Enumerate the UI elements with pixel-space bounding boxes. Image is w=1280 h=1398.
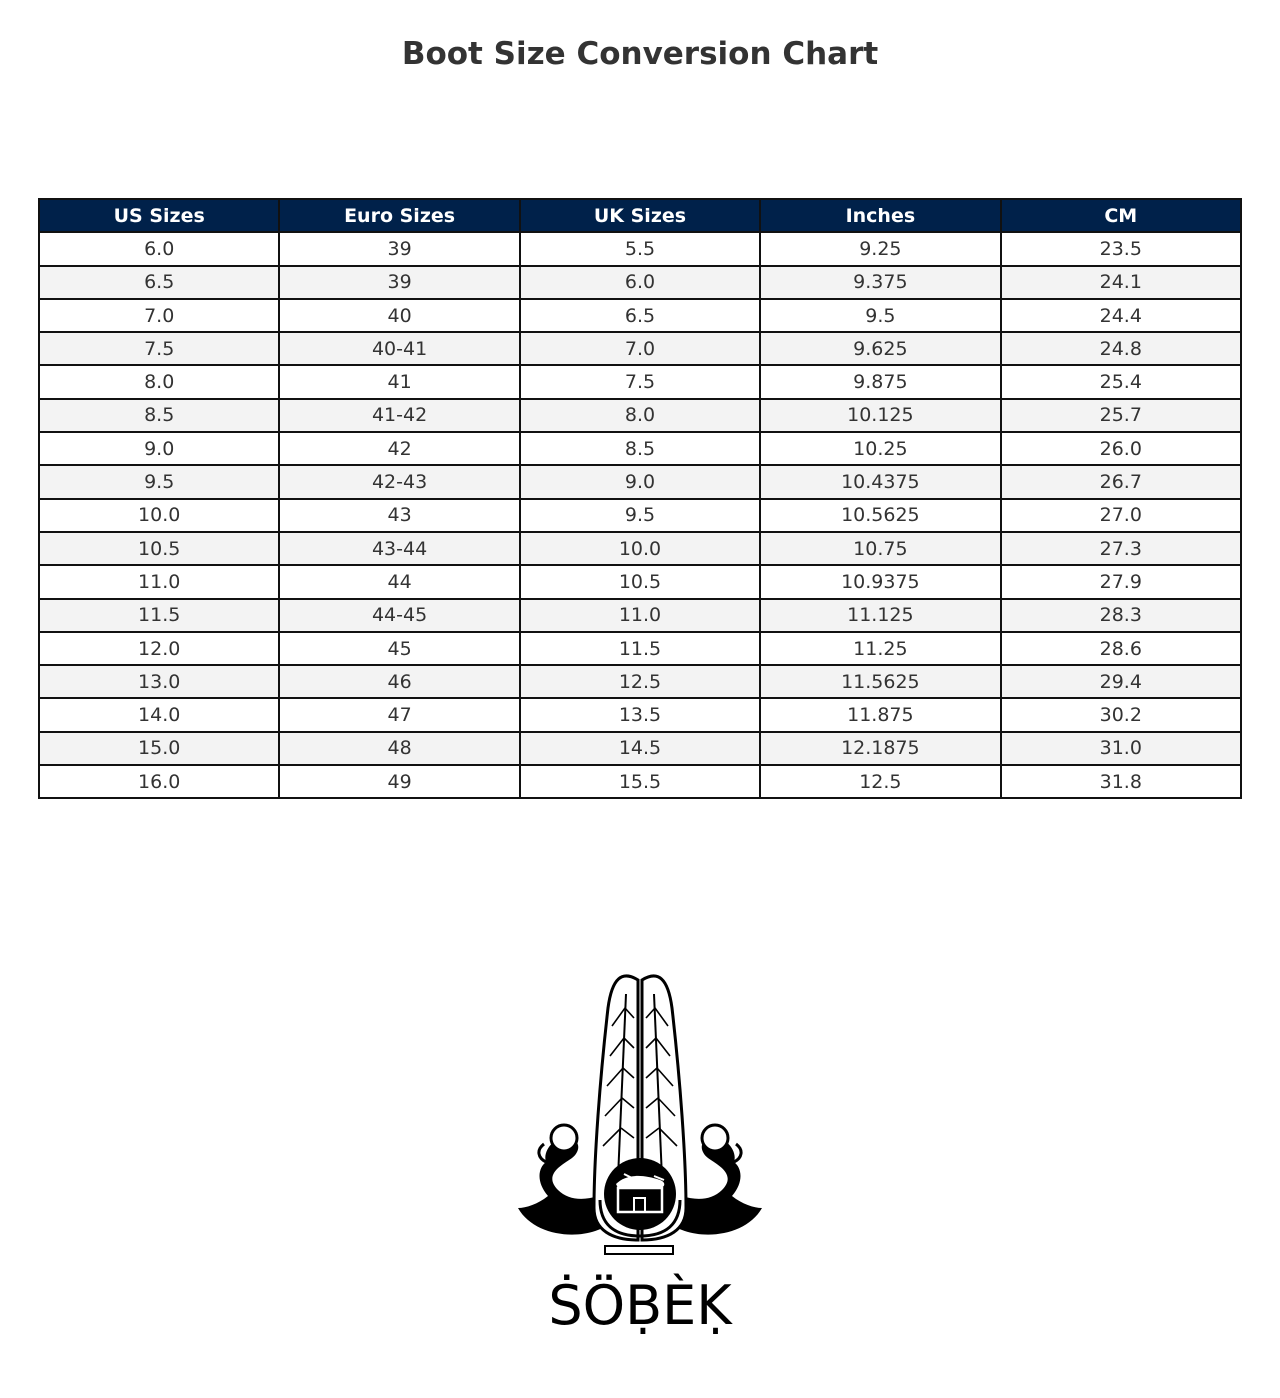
uk-size-cell: 13.5 (520, 698, 760, 731)
inches-cell: 11.25 (760, 632, 1000, 665)
table-row (39, 665, 1241, 698)
header-cm: CM (1001, 199, 1241, 232)
euro-size-cell: 42 (279, 432, 519, 465)
inches-cell: 9.25 (760, 232, 1000, 265)
table-row (39, 732, 1241, 765)
us-size-cell: 11.0 (39, 565, 279, 598)
inches-cell: 9.875 (760, 365, 1000, 398)
inches-cell: 10.9375 (760, 565, 1000, 598)
size-conversion-table (38, 198, 1242, 799)
inches-cell: 10.75 (760, 532, 1000, 565)
table-body (39, 232, 1241, 798)
euro-size-cell: 40-41 (279, 332, 519, 365)
us-size-cell: 10.5 (39, 532, 279, 565)
uk-size-cell: 14.5 (520, 732, 760, 765)
table-row (39, 299, 1241, 332)
euro-size-cell: 43-44 (279, 532, 519, 565)
cm-cell: 25.4 (1001, 365, 1241, 398)
table-row (39, 698, 1241, 731)
inches-cell: 10.125 (760, 399, 1000, 432)
us-size-cell: 13.0 (39, 665, 279, 698)
uk-size-cell: 8.0 (520, 399, 760, 432)
table-row (39, 365, 1241, 398)
table-row (39, 565, 1241, 598)
euro-size-cell: 48 (279, 732, 519, 765)
uk-size-cell: 11.0 (520, 599, 760, 632)
table-row (39, 599, 1241, 632)
us-size-cell: 11.5 (39, 599, 279, 632)
cm-cell: 28.3 (1001, 599, 1241, 632)
table-row (39, 632, 1241, 665)
inches-cell: 12.1875 (760, 732, 1000, 765)
header-inches: Inches (760, 199, 1000, 232)
inches-cell: 10.5625 (760, 499, 1000, 532)
uk-size-cell: 10.0 (520, 532, 760, 565)
inches-cell: 11.125 (760, 599, 1000, 632)
us-size-cell: 6.0 (39, 232, 279, 265)
euro-size-cell: 46 (279, 665, 519, 698)
us-size-cell: 12.0 (39, 632, 279, 665)
cm-cell: 31.0 (1001, 732, 1241, 765)
table-row (39, 432, 1241, 465)
euro-size-cell: 44 (279, 565, 519, 598)
inches-cell: 12.5 (760, 765, 1000, 798)
table-row (39, 232, 1241, 265)
header-uk-sizes: UK Sizes (520, 199, 760, 232)
cm-cell: 23.5 (1001, 232, 1241, 265)
euro-size-cell: 44-45 (279, 599, 519, 632)
euro-size-cell: 42-43 (279, 465, 519, 498)
inches-cell: 10.4375 (760, 465, 1000, 498)
inches-cell: 10.25 (760, 432, 1000, 465)
uk-size-cell: 10.5 (520, 565, 760, 598)
cm-cell: 30.2 (1001, 698, 1241, 731)
inches-cell: 9.625 (760, 332, 1000, 365)
us-size-cell: 8.0 (39, 365, 279, 398)
uk-size-cell: 8.5 (520, 432, 760, 465)
inches-cell: 9.375 (760, 266, 1000, 299)
table-row (39, 765, 1241, 798)
uk-size-cell: 9.0 (520, 465, 760, 498)
us-size-cell: 9.0 (39, 432, 279, 465)
cm-cell: 25.7 (1001, 399, 1241, 432)
us-size-cell: 8.5 (39, 399, 279, 432)
page-title: Boot Size Conversion Chart (401, 36, 879, 72)
table-row (39, 399, 1241, 432)
cm-cell: 29.4 (1001, 665, 1241, 698)
cm-cell: 26.7 (1001, 465, 1241, 498)
euro-size-cell: 43 (279, 499, 519, 532)
euro-size-cell: 41-42 (279, 399, 519, 432)
euro-size-cell: 39 (279, 232, 519, 265)
us-size-cell: 7.5 (39, 332, 279, 365)
table-row (39, 332, 1241, 365)
us-size-cell: 16.0 (39, 765, 279, 798)
table-row (39, 266, 1241, 299)
euro-size-cell: 39 (279, 266, 519, 299)
cm-cell: 31.8 (1001, 765, 1241, 798)
inches-cell: 11.875 (760, 698, 1000, 731)
uk-size-cell: 7.0 (520, 332, 760, 365)
sobek-logo (508, 968, 772, 1268)
euro-size-cell: 45 (279, 632, 519, 665)
table-row (39, 499, 1241, 532)
uk-size-cell: 12.5 (520, 665, 760, 698)
uk-size-cell: 11.5 (520, 632, 760, 665)
cm-cell: 24.8 (1001, 332, 1241, 365)
cm-cell: 27.9 (1001, 565, 1241, 598)
inches-cell: 9.5 (760, 299, 1000, 332)
us-size-cell: 14.0 (39, 698, 279, 731)
uk-size-cell: 6.5 (520, 299, 760, 332)
table-row (39, 532, 1241, 565)
header-euro-sizes: Euro Sizes (279, 199, 519, 232)
inches-cell: 11.5625 (760, 665, 1000, 698)
brand-name: ṠÖḄÈḲ (548, 1274, 732, 1337)
us-size-cell: 9.5 (39, 465, 279, 498)
table-header-row (39, 199, 1241, 232)
cm-cell: 24.1 (1001, 266, 1241, 299)
us-size-cell: 15.0 (39, 732, 279, 765)
us-size-cell: 10.0 (39, 499, 279, 532)
sobek-wordmark (508, 1268, 772, 1342)
euro-size-cell: 41 (279, 365, 519, 398)
uk-size-cell: 9.5 (520, 499, 760, 532)
uk-size-cell: 5.5 (520, 232, 760, 265)
us-size-cell: 7.0 (39, 299, 279, 332)
table-row (39, 465, 1241, 498)
cm-cell: 26.0 (1001, 432, 1241, 465)
header-us-sizes: US Sizes (39, 199, 279, 232)
cm-cell: 28.6 (1001, 632, 1241, 665)
uk-size-cell: 7.5 (520, 365, 760, 398)
us-size-cell: 6.5 (39, 266, 279, 299)
uk-size-cell: 15.5 (520, 765, 760, 798)
euro-size-cell: 49 (279, 765, 519, 798)
euro-size-cell: 40 (279, 299, 519, 332)
euro-size-cell: 47 (279, 698, 519, 731)
cm-cell: 24.4 (1001, 299, 1241, 332)
uk-size-cell: 6.0 (520, 266, 760, 299)
cm-cell: 27.3 (1001, 532, 1241, 565)
cm-cell: 27.0 (1001, 499, 1241, 532)
